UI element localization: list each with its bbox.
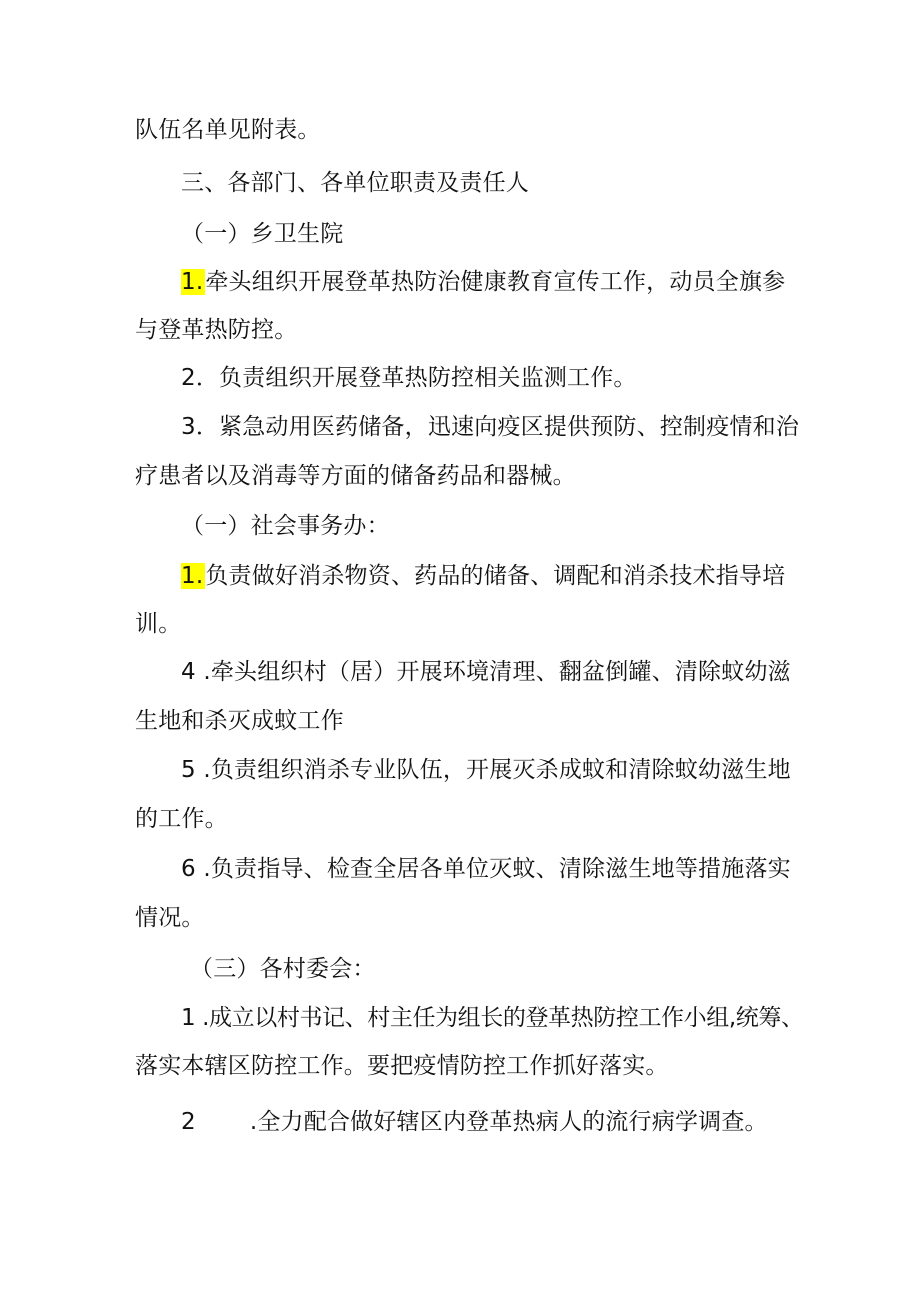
paragraph-village-2: [181, 1106, 768, 1138]
paragraph-item-3-line1: 3．紧急动用医药储备，迅速向疫区提供预防、控制疫情和治: [181, 414, 800, 440]
paragraph-team-list: 队伍名单见附表。: [135, 117, 321, 143]
highlighted-marker: 1.: [181, 269, 204, 295]
paragraph-text: 牵头组织开展登革热防治健康教育宣传工作，动员全旗参: [205, 269, 786, 295]
subheading-village-committees: （三）各村委会：: [190, 956, 376, 982]
subheading-social-affairs: （一）社会事务办：: [181, 513, 390, 539]
paragraph-item-5-line2: 的工作。: [135, 806, 228, 832]
paragraph-social-1-line1: [181, 560, 785, 592]
paragraph-village-1-line1: 1 .成立以村书记、村主任为组长的登革热防控工作小组,统筹、: [181, 1005, 804, 1031]
paragraph-item-4-line2: 生地和杀灭成蚊工作: [135, 708, 344, 734]
subheading-health-center: （一）乡卫生院: [181, 221, 344, 247]
paragraph-item-6-line1: 6 .负责指导、检查全居各单位灭蚊、清除滋生地等措施落实: [181, 856, 791, 882]
paragraph-item-5-line1: 5 .负责组织消杀专业队伍，开展灭杀成蚊和清除蚊幼滋生地: [181, 757, 791, 783]
paragraph-text: .全力配合做好辖区内登革热病人的流行病学调查。: [249, 1109, 768, 1135]
paragraph-social-1-line2: 训。: [135, 611, 182, 637]
paragraph-item-1-line2: 与登革热防控。: [135, 317, 298, 343]
paragraph-item-6-line2: 情况。: [135, 905, 205, 931]
highlighted-marker: 1.: [181, 563, 204, 589]
section-heading-duties: 三、各部门、各单位职责及责任人: [181, 170, 529, 196]
paragraph-village-1-line2: 落实本辖区防控工作。要把疫情防控工作抓好落实。: [135, 1053, 669, 1079]
paragraph-item-3-line2: 疗患者以及消毒等方面的储备药品和器械。: [135, 463, 576, 489]
item-number: 2: [181, 1109, 196, 1135]
paragraph-item-2: 2．负责组织开展登革热防控相关监测工作。: [181, 365, 637, 391]
paragraph-item-1-line1: [181, 266, 785, 298]
paragraph-text: 负责做好消杀物资、药品的储备、调配和消杀技术指导培: [205, 563, 786, 589]
paragraph-item-4-line1: 4 .牵头组织村（居）开展环境清理、翻盆倒罐、清除蚊幼滋: [181, 659, 791, 685]
